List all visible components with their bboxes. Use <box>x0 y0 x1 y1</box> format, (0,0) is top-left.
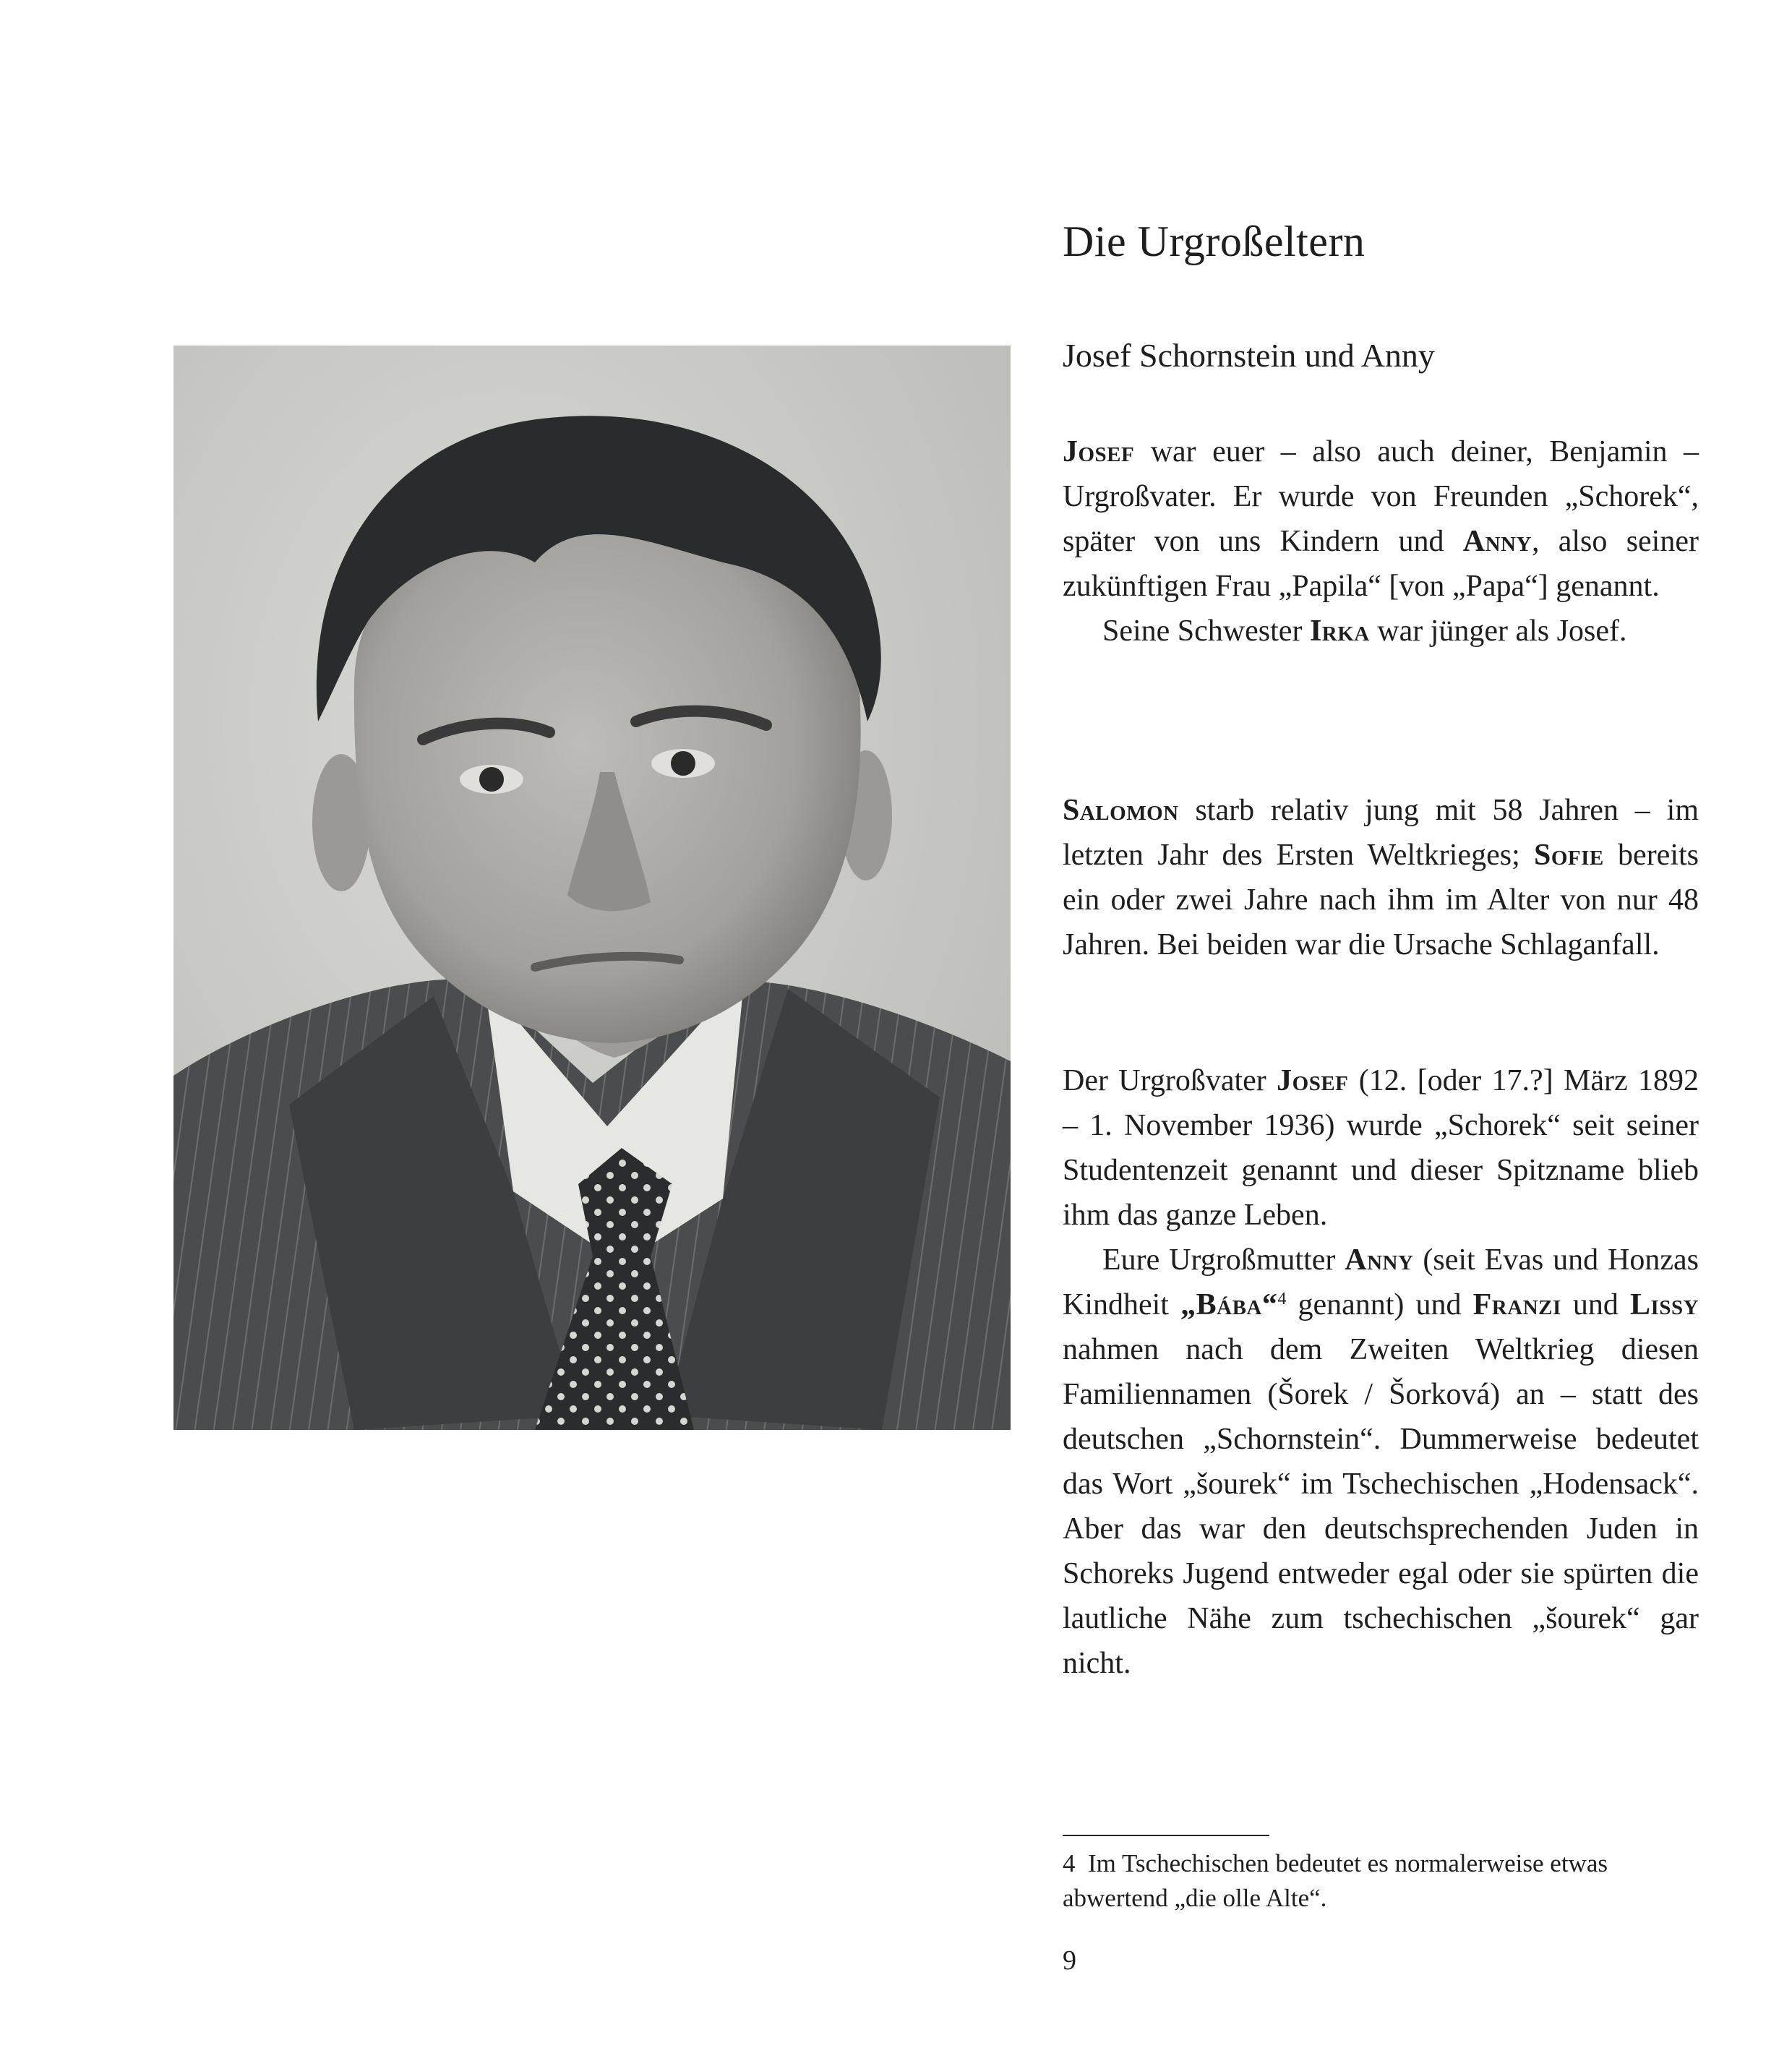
text-segment: nahmen nach dem Zweiten Weltkrieg diesen Familiennamen (Šorek / Šorková) an – statt des deutschen „Schornstein“. Dummerweise bedeutet das Wort „šourek“ im Tschechischen „Hodensack“. Aber das war den deutschsprechenden Juden in Schoreks Jugend entweder egal oder sie spürten die lautliche Nähe zum tschechischen „šourek“ gar nicht. <box>1063 1333 1699 1680</box>
section-title: Josef Schornstein und Anny <box>1063 337 1435 374</box>
text-segment: war euer – also auch deiner, Benjamin – Urgroßvater. Er wurde von Freunden „Schorek“, später von uns Kindern und <box>1063 435 1699 558</box>
paragraph-josef-intro <box>1063 429 1699 654</box>
text-segment: genannt) und <box>1286 1288 1473 1321</box>
portrait-illustration <box>173 346 1011 1430</box>
text-segment: Eure Urgroßmutter <box>1102 1243 1345 1277</box>
footnote-divider <box>1063 1835 1269 1836</box>
footnote-number: 4 <box>1063 1849 1076 1877</box>
text-segment: (seit Evas und Honzas Kindheit <box>1063 1243 1699 1321</box>
name-josef: Josef <box>1277 1064 1349 1097</box>
text-segment: Seine Schwester <box>1102 614 1310 648</box>
text-segment: Der Urgroßvater <box>1063 1064 1277 1097</box>
text-segment: (12. [oder 17.?] März 1892 – 1. November 1936) wurde „Schorek“ seit seiner Studentenzeit genannt und dieser Spitzname blieb ihm das ganze Leben. <box>1063 1064 1699 1232</box>
footnote-text: Im Tschechischen bedeutet es normalerweise etwas abwertend „die olle Alte“. <box>1063 1849 1614 1912</box>
paragraph-salomon-sofie <box>1063 788 1699 967</box>
footnote-reference[interactable]: 4 <box>1277 1290 1287 1308</box>
name-sofie: Sofie <box>1534 839 1604 872</box>
name-salomon: Salomon <box>1063 794 1179 827</box>
text-segment: starb relativ jung mit 58 Jahren – im letzten Jahr des Ersten Weltkrieges; <box>1063 794 1699 872</box>
name-anny: Anny <box>1345 1243 1414 1277</box>
name-lissy: Lissy <box>1630 1288 1699 1321</box>
name-irka: Irka <box>1309 614 1370 648</box>
name-franzi: Franzi <box>1472 1288 1561 1321</box>
footnote <box>1063 1846 1699 1916</box>
name-josef: Josef <box>1063 435 1135 468</box>
name-anny: Anny <box>1462 525 1532 558</box>
portrait-photo <box>173 346 1011 1430</box>
text-segment: und <box>1561 1288 1631 1321</box>
text-segment: war jünger als Josef. <box>1369 614 1627 648</box>
nickname-baba: „Bába“ <box>1180 1288 1278 1321</box>
paragraph-urgrossvater <box>1063 1058 1699 1686</box>
chapter-title: Die Urgroßeltern <box>1063 218 1366 265</box>
text-segment: , also seiner zukünftigen Frau „Papila“ [von „Papa“] genannt. <box>1063 525 1699 603</box>
page-number: 9 <box>1063 1945 1076 1976</box>
text-segment: bereits ein oder zwei Jahre nach ihm im Alter von nur 48 Jahren. Bei beiden war die Ursache Schlaganfall. <box>1063 839 1699 961</box>
